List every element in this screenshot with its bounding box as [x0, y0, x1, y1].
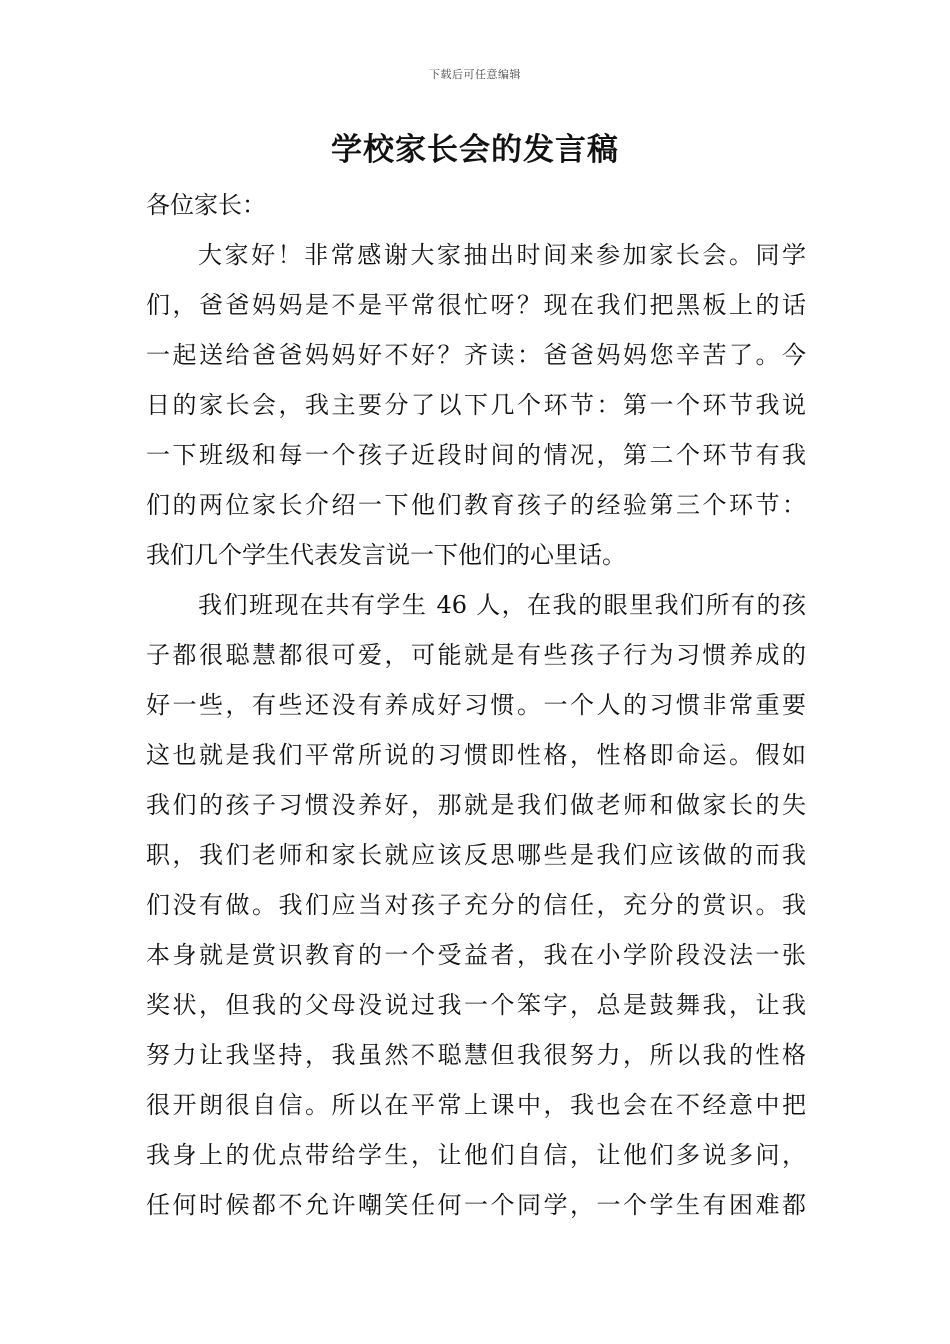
paragraph-1: [146, 230, 806, 580]
text-line: 们，爸爸妈妈是不是平常很忙呀？现在我们把黑板上的话: [146, 291, 806, 319]
document-title: 学校家长会的发言稿: [331, 132, 619, 168]
text-line: 们的两位家长介绍一下他们教育孩子的经验第三个环节：: [146, 491, 806, 519]
text-line: 我们班现在共有学生 46 人，在我的眼里我们所有的孩: [198, 591, 806, 619]
header-note: 下载后可任意编辑: [429, 68, 521, 81]
document-body: [146, 180, 806, 1230]
text-line: 好一些，有些还没有养成好习惯。一个人的习惯非常重要: [146, 691, 806, 719]
salutation: 各位家长：: [146, 191, 266, 219]
text-line: 我们的孩子习惯没养好，那就是我们做老师和做家长的失: [146, 791, 806, 819]
text-line: 们没有做。我们应当对孩子充分的信任，充分的赏识。我: [146, 891, 806, 919]
paragraph-2: [146, 580, 806, 1230]
text-line: 子都很聪慧都很可爱，可能就是有些孩子行为习惯养成的: [146, 641, 806, 669]
text-line: 奖状，但我的父母没说过我一个笨字，总是鼓舞我，让我: [146, 991, 806, 1019]
text-line: 大家好！非常感谢大家抽出时间来参加家长会。同学: [198, 241, 806, 269]
text-line: 一下班级和每一个孩子近段时间的情况，第二个环节有我: [146, 441, 806, 469]
text-line: 日的家长会，我主要分了以下几个环节：第一个环节我说: [146, 391, 806, 419]
text-line: 任何时候都不允许嘲笑任何一个同学，一个学生有困难都: [146, 1191, 806, 1219]
text-line: 职，我们老师和家长就应该反思哪些是我们应该做的而我: [146, 841, 806, 869]
text-line: 一起送给爸爸妈妈好不好？齐读：爸爸妈妈您辛苦了。今: [146, 341, 806, 369]
text-line: 我们几个学生代表发言说一下他们的心里话。: [146, 541, 626, 569]
text-line: 很开朗很自信。所以在平常上课中，我也会在不经意中把: [146, 1091, 806, 1119]
text-line: 这也就是我们平常所说的习惯即性格，性格即命运。假如: [146, 741, 806, 769]
text-line: 努力让我坚持，我虽然不聪慧但我很努力，所以我的性格: [146, 1041, 806, 1069]
text-line: 我身上的优点带给学生，让他们自信，让他们多说多问，: [146, 1141, 806, 1169]
text-line: 本身就是赏识教育的一个受益者，我在小学阶段没法一张: [146, 941, 806, 969]
